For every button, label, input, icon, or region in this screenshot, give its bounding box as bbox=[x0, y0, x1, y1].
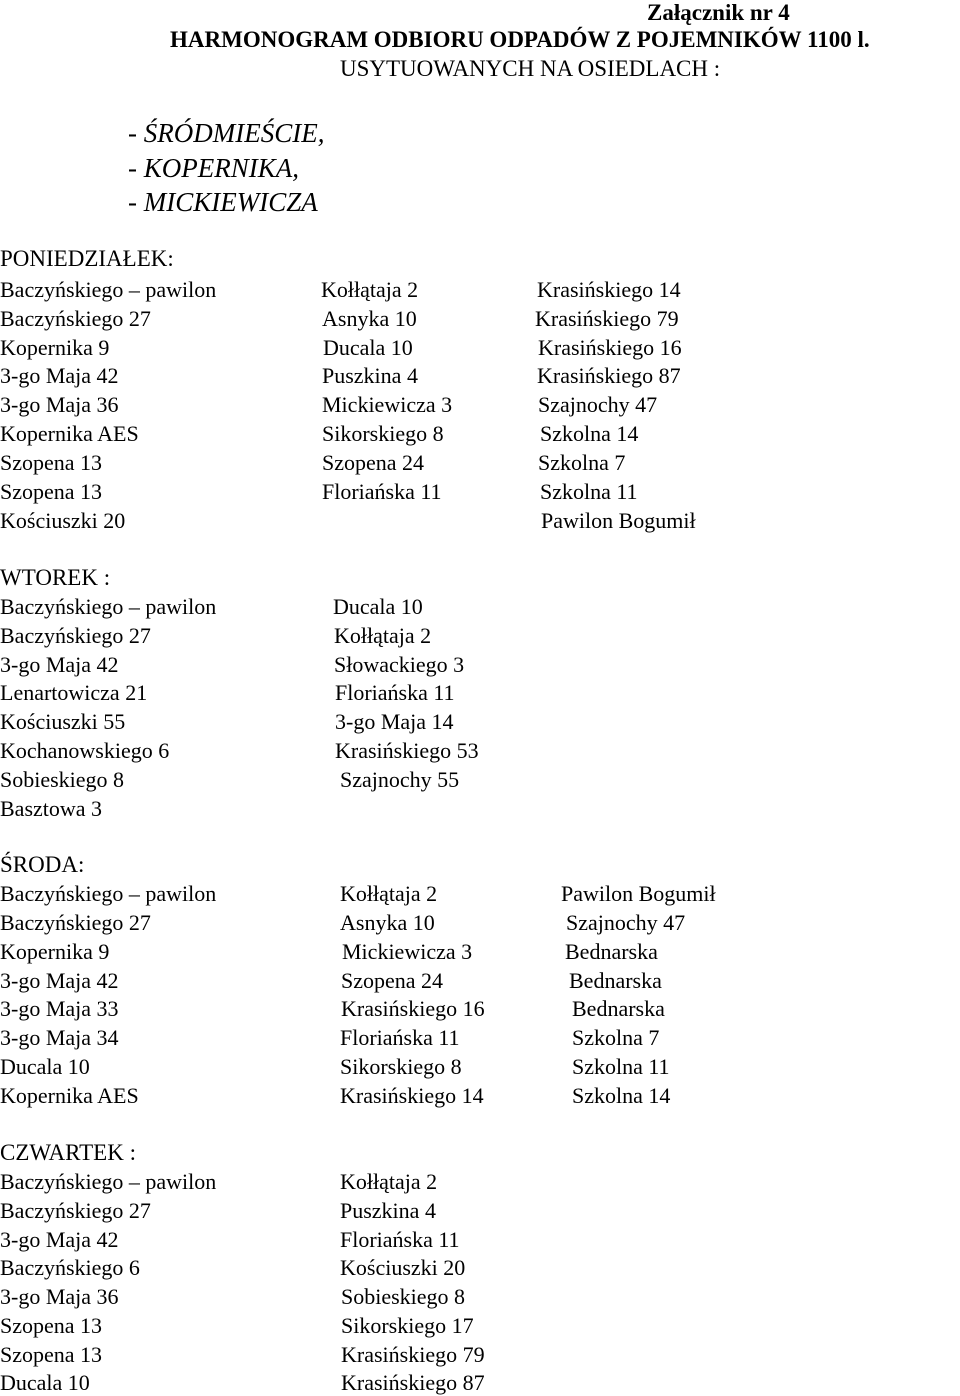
thursday-cell: Kołłątaja 2 bbox=[340, 1169, 438, 1194]
thursday-cell: Baczyńskiego 27 bbox=[0, 1198, 151, 1223]
document-title: HARMONOGRAM ODBIORU ODPADÓW Z POJEMNIKÓW 1100 l. bbox=[170, 27, 870, 52]
day-heading-monday: PONIEDZIAŁEK: bbox=[0, 246, 174, 271]
monday-cell: Baczyńskiego 27 bbox=[0, 306, 151, 331]
thursday-cell: Baczyńskiego 6 bbox=[0, 1255, 140, 1280]
area-srodmiescie: - ŚRÓDMIEŚCIE, bbox=[128, 118, 325, 148]
monday-cell: Szkolna 14 bbox=[540, 421, 639, 446]
wednesday-cell: Baczyńskiego 27 bbox=[0, 910, 151, 935]
thursday-cell: Puszkina 4 bbox=[340, 1198, 436, 1223]
document-subtitle: USYTUOWANYCH NA OSIEDLACH : bbox=[340, 56, 721, 81]
monday-cell: Kopernika AES bbox=[0, 421, 139, 446]
tuesday-cell: Baczyńskiego – pawilon bbox=[0, 594, 217, 619]
wednesday-cell: Szkolna 14 bbox=[572, 1083, 671, 1108]
wednesday-cell: 3-go Maja 42 bbox=[0, 968, 119, 993]
wednesday-cell: Kopernika AES bbox=[0, 1083, 139, 1108]
monday-cell: Krasińskiego 14 bbox=[537, 277, 681, 302]
area-kopernika: - KOPERNIKA, bbox=[128, 153, 299, 183]
monday-cell: 3-go Maja 42 bbox=[0, 363, 119, 388]
monday-cell: Szkolna 7 bbox=[538, 450, 626, 475]
monday-cell: Mickiewicza 3 bbox=[322, 392, 453, 417]
wednesday-cell: Kopernika 9 bbox=[0, 939, 110, 964]
monday-cell: Kościuszki 20 bbox=[0, 508, 126, 533]
tuesday-cell: Lenartowicza 21 bbox=[0, 680, 148, 705]
day-heading-thursday: CZWARTEK : bbox=[0, 1140, 136, 1165]
monday-cell: Krasińskiego 16 bbox=[538, 335, 682, 360]
monday-cell: Szajnochy 47 bbox=[538, 392, 658, 417]
monday-cell: Puszkina 4 bbox=[322, 363, 418, 388]
monday-cell: Floriańska 11 bbox=[322, 479, 442, 504]
thursday-cell: Baczyńskiego – pawilon bbox=[0, 1169, 217, 1194]
area-mickiewicza: - MICKIEWICZA bbox=[128, 187, 318, 217]
wednesday-cell: Szkolna 11 bbox=[572, 1054, 670, 1079]
monday-cell: Szkolna 11 bbox=[540, 479, 638, 504]
wednesday-cell: Mickiewicza 3 bbox=[342, 939, 473, 964]
tuesday-cell: Floriańska 11 bbox=[335, 680, 455, 705]
wednesday-cell: Szkolna 7 bbox=[572, 1025, 660, 1050]
attachment-label: Załącznik nr 4 bbox=[647, 0, 790, 25]
monday-cell: Kopernika 9 bbox=[0, 335, 110, 360]
thursday-cell: 3-go Maja 36 bbox=[0, 1284, 119, 1309]
tuesday-cell: Kołłątaja 2 bbox=[334, 623, 432, 648]
monday-cell: Sikorskiego 8 bbox=[322, 421, 444, 446]
monday-cell: Szopena 13 bbox=[0, 479, 103, 504]
monday-cell: Asnyka 10 bbox=[322, 306, 417, 331]
tuesday-cell: Baczyńskiego 27 bbox=[0, 623, 151, 648]
monday-cell: Krasińskiego 79 bbox=[535, 306, 679, 331]
thursday-cell: Sobieskiego 8 bbox=[341, 1284, 466, 1309]
monday-cell: Kołłątaja 2 bbox=[321, 277, 419, 302]
monday-cell: Baczyńskiego – pawilon bbox=[0, 277, 217, 302]
thursday-cell: Krasińskiego 79 bbox=[341, 1342, 485, 1367]
day-heading-wednesday: ŚRODA: bbox=[0, 852, 85, 877]
wednesday-cell: Sikorskiego 8 bbox=[340, 1054, 462, 1079]
thursday-cell: 3-go Maja 42 bbox=[0, 1227, 119, 1252]
tuesday-cell: Słowackiego 3 bbox=[334, 652, 465, 677]
wednesday-cell: 3-go Maja 33 bbox=[0, 996, 119, 1021]
tuesday-cell: Kościuszki 55 bbox=[0, 709, 126, 734]
wednesday-cell: Krasińskiego 16 bbox=[341, 996, 485, 1021]
thursday-cell: Ducala 10 bbox=[0, 1370, 90, 1395]
wednesday-cell: Pawilon Bogumił bbox=[561, 881, 716, 906]
thursday-cell: Kościuszki 20 bbox=[340, 1255, 466, 1280]
monday-cell: Pawilon Bogumił bbox=[541, 508, 696, 533]
monday-cell: Krasińskiego 87 bbox=[537, 363, 681, 388]
tuesday-cell: Szajnochy 55 bbox=[340, 767, 460, 792]
monday-cell: 3-go Maja 36 bbox=[0, 392, 119, 417]
wednesday-cell: Bednarska bbox=[569, 968, 662, 993]
thursday-cell: Szopena 13 bbox=[0, 1342, 103, 1367]
wednesday-cell: Bednarska bbox=[572, 996, 665, 1021]
tuesday-cell: Kochanowskiego 6 bbox=[0, 738, 170, 763]
tuesday-cell: 3-go Maja 14 bbox=[335, 709, 454, 734]
wednesday-cell: Szajnochy 47 bbox=[566, 910, 686, 935]
tuesday-cell: Sobieskiego 8 bbox=[0, 767, 125, 792]
thursday-cell: Sikorskiego 17 bbox=[341, 1313, 474, 1338]
day-heading-tuesday: WTOREK : bbox=[0, 565, 111, 590]
tuesday-cell: Krasińskiego 53 bbox=[335, 738, 479, 763]
monday-cell: Szopena 13 bbox=[0, 450, 103, 475]
wednesday-cell: Ducala 10 bbox=[0, 1054, 90, 1079]
monday-cell: Ducala 10 bbox=[323, 335, 413, 360]
wednesday-cell: Asnyka 10 bbox=[340, 910, 435, 935]
thursday-cell: Krasińskiego 87 bbox=[341, 1370, 485, 1395]
thursday-cell: Szopena 13 bbox=[0, 1313, 103, 1338]
wednesday-cell: Kołłątaja 2 bbox=[340, 881, 438, 906]
wednesday-cell: Szopena 24 bbox=[341, 968, 444, 993]
tuesday-cell: 3-go Maja 42 bbox=[0, 652, 119, 677]
tuesday-cell: Basztowa 3 bbox=[0, 796, 103, 821]
wednesday-cell: Bednarska bbox=[565, 939, 658, 964]
wednesday-cell: Floriańska 11 bbox=[340, 1025, 460, 1050]
thursday-cell: Floriańska 11 bbox=[340, 1227, 460, 1252]
wednesday-cell: Krasińskiego 14 bbox=[340, 1083, 484, 1108]
tuesday-cell: Ducala 10 bbox=[333, 594, 423, 619]
monday-cell: Szopena 24 bbox=[322, 450, 425, 475]
wednesday-cell: Baczyńskiego – pawilon bbox=[0, 881, 217, 906]
wednesday-cell: 3-go Maja 34 bbox=[0, 1025, 119, 1050]
